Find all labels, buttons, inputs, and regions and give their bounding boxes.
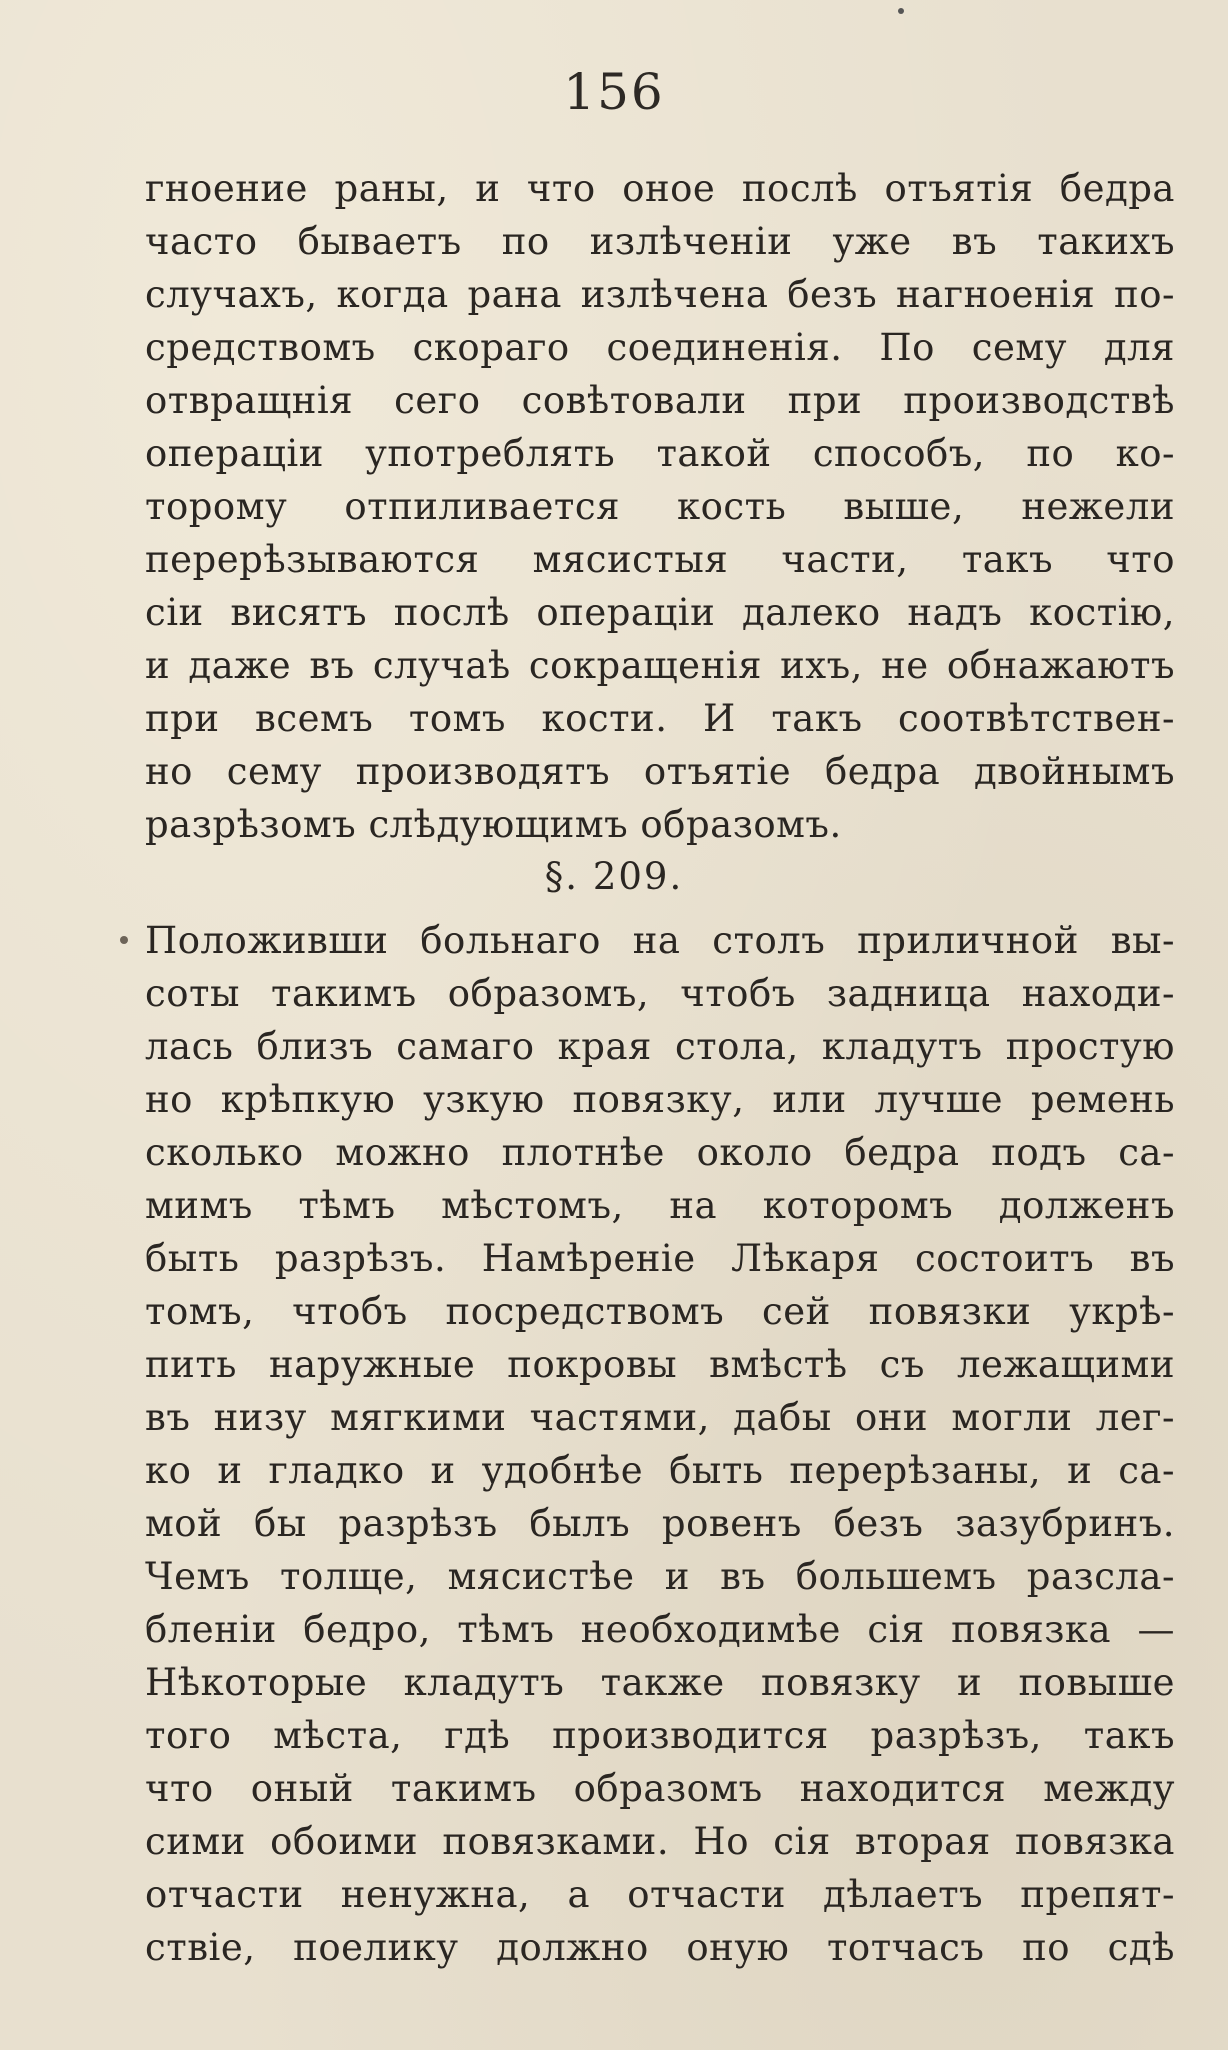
- text-line: перерѣзываются мясистыя части, такъ что: [145, 538, 1175, 581]
- paragraph-continued: [145, 162, 1175, 851]
- text-line: ствіе, поелику должно оную тотчасъ по сдѣ: [145, 1926, 1175, 1969]
- text-line: случахъ, когда рана излѣчена безъ нагноенія по-: [145, 273, 1175, 316]
- text-line: мимъ тѣмъ мѣстомъ, на которомъ долженъ: [145, 1184, 1175, 1227]
- text-line: при всемъ томъ кости. И такъ соотвѣтствен-: [145, 697, 1175, 740]
- text-line: пить наружные покровы вмѣстѣ съ лежащими: [145, 1343, 1175, 1386]
- paragraph-mark: [120, 936, 128, 944]
- text-line: сими обоими повязками. Но сія вторая повязка: [145, 1820, 1175, 1863]
- text-line: и даже въ случаѣ сокращенія ихъ, не обнажаютъ: [145, 644, 1175, 687]
- text-line: гноение раны, и что оное послѣ отъятія бедра: [145, 167, 1175, 210]
- page-number: 156: [563, 63, 665, 121]
- text-line: быть разрѣзъ. Намѣреніе Лѣкаря состоитъ въ: [145, 1237, 1175, 1280]
- text-line: операціи употреблять такой способъ, по ко-: [145, 432, 1175, 475]
- text-line: часто бываетъ по излѣченіи уже въ такихъ: [145, 220, 1175, 263]
- text-line: сіи висятъ послѣ операціи далеко надъ костію,: [145, 591, 1175, 634]
- text-line: бленіи бедро, тѣмъ необходимѣе сія повязка —: [145, 1608, 1175, 1651]
- text-line: разрѣзомъ слѣдующимъ образомъ.: [145, 803, 842, 846]
- text-line: торому отпиливается кость выше, нежели: [145, 485, 1175, 528]
- text-line: но крѣпкую узкую повязку, или лучше ремень: [145, 1078, 1175, 1121]
- text-line: лась близъ самаго края стола, кладутъ простую: [145, 1025, 1175, 1068]
- section-heading: §. 209.: [544, 855, 684, 898]
- text-line: что оный такимъ образомъ находится между: [145, 1767, 1175, 1810]
- text-line: томъ, чтобъ посредствомъ сей повязки укрѣ-: [145, 1290, 1175, 1333]
- text-line: Положивши больнаго на столъ приличной вы-: [145, 919, 1175, 962]
- text-line: но сему производятъ отъятіе бедра двойнымъ: [145, 750, 1175, 793]
- ink-speck: [898, 8, 904, 14]
- text-line: средствомъ скораго соединенія. По сему для: [145, 326, 1175, 369]
- text-line: мой бы разрѣзъ былъ ровенъ безъ зазубринъ.: [145, 1502, 1175, 1545]
- text-line: сколько можно плотнѣе около бедра подъ са-: [145, 1131, 1175, 1174]
- text-line: отвращнія сего совѣтовали при производствѣ: [145, 379, 1175, 422]
- text-line: соты такимъ образомъ, чтобъ задница находи-: [145, 972, 1175, 1015]
- text-line: отчасти ненужна, а отчасти дѣлаетъ препят-: [145, 1873, 1175, 1916]
- text-line: Нѣкоторые кладутъ также повязку и повыше: [145, 1661, 1175, 1704]
- text-line: того мѣста, гдѣ производится разрѣзъ, такъ: [145, 1714, 1175, 1757]
- text-line: въ низу мягкими частями, дабы они могли лег-: [145, 1396, 1175, 1439]
- text-line: Чемъ толще, мясистѣе и въ большемъ разсла-: [145, 1555, 1175, 1598]
- text-line: ко и гладко и удобнѣе быть перерѣзаны, и са-: [145, 1449, 1175, 1492]
- paragraph-section-209: [145, 914, 1175, 1974]
